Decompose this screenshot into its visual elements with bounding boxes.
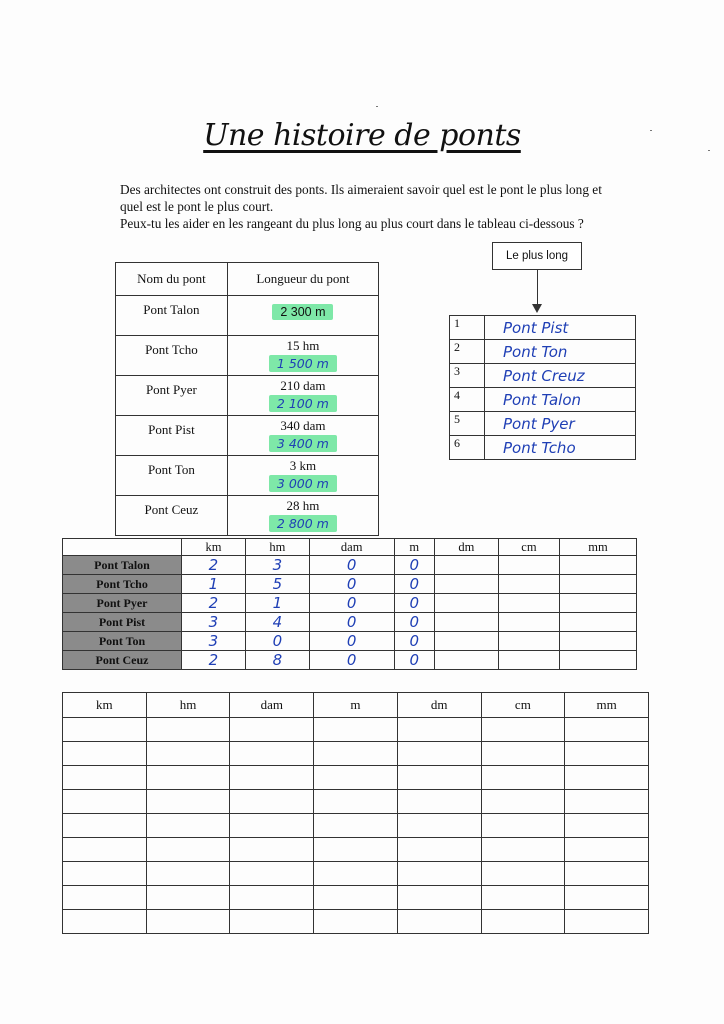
rank-number: 2 — [450, 340, 485, 364]
table-row — [116, 456, 379, 496]
digit-cell: 2 — [182, 556, 246, 575]
digit-cell: 0 — [394, 575, 434, 594]
table-row — [63, 594, 637, 613]
empty-cell[interactable] — [565, 886, 649, 910]
digit-cell — [560, 613, 637, 632]
empty-cell[interactable] — [481, 862, 565, 886]
digit-cell — [560, 556, 637, 575]
empty-cell[interactable] — [397, 790, 481, 814]
empty-cell[interactable] — [230, 886, 314, 910]
empty-cell[interactable] — [314, 838, 398, 862]
unit-header: km — [63, 693, 147, 718]
empty-cell[interactable] — [314, 814, 398, 838]
bridge-length-cell — [227, 336, 378, 376]
unit-header: m — [394, 539, 434, 556]
table-row — [63, 910, 649, 934]
instructions — [120, 181, 610, 232]
bridge-name-cell: Pont Pist — [116, 416, 228, 456]
table-row — [116, 296, 379, 336]
bridge-name-cell: Pont Talon — [116, 296, 228, 336]
table-row — [63, 632, 637, 651]
converted-length: 1 500 m — [269, 355, 337, 372]
digit-cell: 0 — [394, 632, 434, 651]
unit-header: cm — [498, 539, 559, 556]
ranked-bridge-name: Pont Talon — [485, 388, 636, 412]
empty-cell[interactable] — [230, 814, 314, 838]
row-header-bridge: Pont Pyer — [63, 594, 182, 613]
digit-cell: 5 — [245, 575, 309, 594]
empty-cell[interactable] — [63, 862, 147, 886]
empty-cell[interactable] — [63, 838, 147, 862]
digit-cell: 3 — [245, 556, 309, 575]
scan-speck — [708, 150, 710, 151]
empty-cell[interactable] — [146, 766, 230, 790]
empty-cell[interactable] — [481, 766, 565, 790]
empty-cell[interactable] — [146, 886, 230, 910]
empty-cell[interactable] — [481, 814, 565, 838]
original-length: 28 hm — [286, 498, 320, 513]
empty-cell[interactable] — [481, 742, 565, 766]
empty-cell[interactable] — [63, 742, 147, 766]
empty-cell[interactable] — [565, 814, 649, 838]
empty-cell[interactable] — [230, 838, 314, 862]
digit-cell — [498, 651, 559, 670]
digit-cell — [560, 575, 637, 594]
original-length: 3 km — [289, 458, 317, 473]
table-row — [116, 376, 379, 416]
digit-cell: 0 — [309, 594, 394, 613]
empty-conversion-table — [62, 692, 649, 934]
empty-cell[interactable] — [565, 838, 649, 862]
row-header-bridge: Pont Tcho — [63, 575, 182, 594]
unit-header: dm — [397, 693, 481, 718]
page-title: Une histoire de ponts — [203, 118, 521, 153]
digit-cell: 4 — [245, 613, 309, 632]
bridge-length-cell — [227, 416, 378, 456]
unit-header: mm — [560, 539, 637, 556]
digit-cell: 0 — [394, 613, 434, 632]
bridge-length-cell — [227, 376, 378, 416]
empty-cell[interactable] — [397, 886, 481, 910]
empty-cell[interactable] — [146, 790, 230, 814]
digit-cell: 0 — [309, 651, 394, 670]
empty-cell[interactable] — [481, 886, 565, 910]
unit-header: cm — [481, 693, 565, 718]
bridge-name-cell: Pont Tcho — [116, 336, 228, 376]
empty-cell[interactable] — [314, 742, 398, 766]
digit-cell: 3 — [182, 632, 246, 651]
table-row — [63, 886, 649, 910]
ranking-row — [450, 436, 636, 460]
empty-cell[interactable] — [146, 862, 230, 886]
empty-cell[interactable] — [314, 790, 398, 814]
empty-cell[interactable] — [146, 742, 230, 766]
empty-cell[interactable] — [481, 838, 565, 862]
empty-cell[interactable] — [146, 838, 230, 862]
rank-number: 5 — [450, 412, 485, 436]
digit-cell: 0 — [309, 632, 394, 651]
unit-header: km — [182, 539, 246, 556]
bridge-length-cell — [227, 456, 378, 496]
bridge-lengths-table — [115, 262, 379, 536]
instruction-line-1: Des architectes ont construit des ponts. Ils aimeraient savoir quel est le pont le plus long et quel est le pont le plus court. — [120, 182, 602, 214]
digit-cell — [498, 575, 559, 594]
ranking-row — [450, 316, 636, 340]
digit-cell — [434, 651, 498, 670]
digit-cell: 0 — [245, 632, 309, 651]
rank-number: 3 — [450, 364, 485, 388]
empty-cell[interactable] — [481, 790, 565, 814]
rank-number: 1 — [450, 316, 485, 340]
bridge-length-cell — [227, 296, 378, 336]
empty-cell[interactable] — [230, 790, 314, 814]
digit-cell: 0 — [309, 613, 394, 632]
row-header-bridge: Pont Ceuz — [63, 651, 182, 670]
unit-header: m — [314, 693, 398, 718]
empty-cell[interactable] — [230, 718, 314, 742]
unit-header: dam — [309, 539, 394, 556]
digit-cell — [560, 651, 637, 670]
unit-header: hm — [146, 693, 230, 718]
digit-cell — [498, 613, 559, 632]
empty-cell[interactable] — [481, 718, 565, 742]
empty-cell[interactable] — [565, 862, 649, 886]
table-row — [63, 575, 637, 594]
empty-cell[interactable] — [397, 838, 481, 862]
empty-cell[interactable] — [63, 910, 147, 934]
empty-cell[interactable] — [63, 814, 147, 838]
empty-cell[interactable] — [481, 910, 565, 934]
converted-length: 3 000 m — [269, 475, 337, 492]
table-row — [63, 718, 649, 742]
digit-cell: 2 — [182, 651, 246, 670]
instruction-line-2: Peux-tu les aider en les rangeant du plus long au plus court dans le tableau ci-dessous ? — [120, 216, 584, 231]
converted-length: 2 300 m — [272, 304, 333, 320]
digit-cell: 0 — [309, 575, 394, 594]
empty-cell[interactable] — [146, 814, 230, 838]
digit-cell: 0 — [394, 651, 434, 670]
table-row — [63, 613, 637, 632]
digit-cell — [434, 575, 498, 594]
table-row — [63, 862, 649, 886]
digit-cell — [434, 594, 498, 613]
empty-cell[interactable] — [230, 766, 314, 790]
digit-cell: 2 — [182, 594, 246, 613]
empty-cell[interactable] — [314, 910, 398, 934]
empty-cell[interactable] — [397, 718, 481, 742]
conversion-table — [62, 538, 637, 670]
col-header-bridge-name: Nom du pont — [116, 263, 228, 296]
ranking-row — [450, 364, 636, 388]
bridge-name-cell: Pont Ceuz — [116, 496, 228, 536]
table-row — [63, 838, 649, 862]
row-header-bridge: Pont Talon — [63, 556, 182, 575]
digit-cell: 8 — [245, 651, 309, 670]
row-header-bridge: Pont Ton — [63, 632, 182, 651]
unit-header — [63, 539, 182, 556]
digit-cell — [560, 632, 637, 651]
table-row — [63, 742, 649, 766]
converted-length: 3 400 m — [269, 435, 337, 452]
ranking-table — [449, 315, 636, 460]
empty-cell[interactable] — [230, 910, 314, 934]
empty-cell[interactable] — [63, 886, 147, 910]
empty-cell[interactable] — [63, 766, 147, 790]
ranked-bridge-name: Pont Pyer — [485, 412, 636, 436]
rank-number: 6 — [450, 436, 485, 460]
empty-cell[interactable] — [397, 910, 481, 934]
digit-cell: 0 — [394, 594, 434, 613]
table-row — [116, 336, 379, 376]
empty-cell[interactable] — [397, 862, 481, 886]
converted-length: 2 800 m — [269, 515, 337, 532]
digit-cell — [560, 594, 637, 613]
table-row — [63, 766, 649, 790]
table-row — [63, 651, 637, 670]
empty-cell[interactable] — [146, 718, 230, 742]
ranked-bridge-name: Pont Pist — [485, 316, 636, 340]
digit-cell: 1 — [245, 594, 309, 613]
bridge-name-cell: Pont Ton — [116, 456, 228, 496]
empty-cell[interactable] — [565, 718, 649, 742]
table-row — [116, 496, 379, 536]
digit-cell — [498, 594, 559, 613]
table-row — [63, 790, 649, 814]
original-length: 15 hm — [286, 338, 320, 353]
digit-cell — [498, 556, 559, 575]
digit-cell — [434, 632, 498, 651]
empty-cell[interactable] — [146, 910, 230, 934]
ranking-row — [450, 412, 636, 436]
ranked-bridge-name: Pont Tcho — [485, 436, 636, 460]
arrow-line — [537, 269, 538, 307]
ranked-bridge-name: Pont Ton — [485, 340, 636, 364]
unit-header: hm — [245, 539, 309, 556]
table-row — [63, 556, 637, 575]
empty-cell[interactable] — [63, 790, 147, 814]
empty-cell[interactable] — [565, 910, 649, 934]
empty-cell[interactable] — [314, 766, 398, 790]
unit-header: dam — [230, 693, 314, 718]
scan-speck — [650, 130, 652, 131]
empty-cell[interactable] — [565, 742, 649, 766]
digit-cell — [434, 613, 498, 632]
empty-cell[interactable] — [397, 742, 481, 766]
row-header-bridge: Pont Pist — [63, 613, 182, 632]
empty-cell[interactable] — [230, 862, 314, 886]
ranking-row — [450, 340, 636, 364]
digit-cell — [498, 632, 559, 651]
unit-header: dm — [434, 539, 498, 556]
empty-cell[interactable] — [565, 790, 649, 814]
bridge-length-cell — [227, 496, 378, 536]
original-length: 210 dam — [280, 378, 326, 393]
unit-header: mm — [565, 693, 649, 718]
scan-speck — [376, 106, 378, 107]
longest-callout: Le plus long — [492, 242, 582, 270]
digit-cell: 0 — [394, 556, 434, 575]
digit-cell — [434, 556, 498, 575]
empty-cell[interactable] — [397, 766, 481, 790]
ranked-bridge-name: Pont Creuz — [485, 364, 636, 388]
empty-cell[interactable] — [397, 814, 481, 838]
table-row — [116, 416, 379, 456]
empty-cell[interactable] — [230, 742, 314, 766]
digit-cell: 3 — [182, 613, 246, 632]
bridge-name-cell: Pont Pyer — [116, 376, 228, 416]
col-header-bridge-length: Longueur du pont — [227, 263, 378, 296]
converted-length: 2 100 m — [269, 395, 337, 412]
empty-cell[interactable] — [314, 862, 398, 886]
empty-cell[interactable] — [565, 766, 649, 790]
digit-cell: 0 — [309, 556, 394, 575]
empty-cell[interactable] — [63, 718, 147, 742]
table-row — [63, 814, 649, 838]
original-length: 340 dam — [280, 418, 326, 433]
empty-cell[interactable] — [314, 886, 398, 910]
empty-cell[interactable] — [314, 718, 398, 742]
ranking-row — [450, 388, 636, 412]
digit-cell: 1 — [182, 575, 246, 594]
rank-number: 4 — [450, 388, 485, 412]
arrow-down-icon — [532, 304, 542, 313]
